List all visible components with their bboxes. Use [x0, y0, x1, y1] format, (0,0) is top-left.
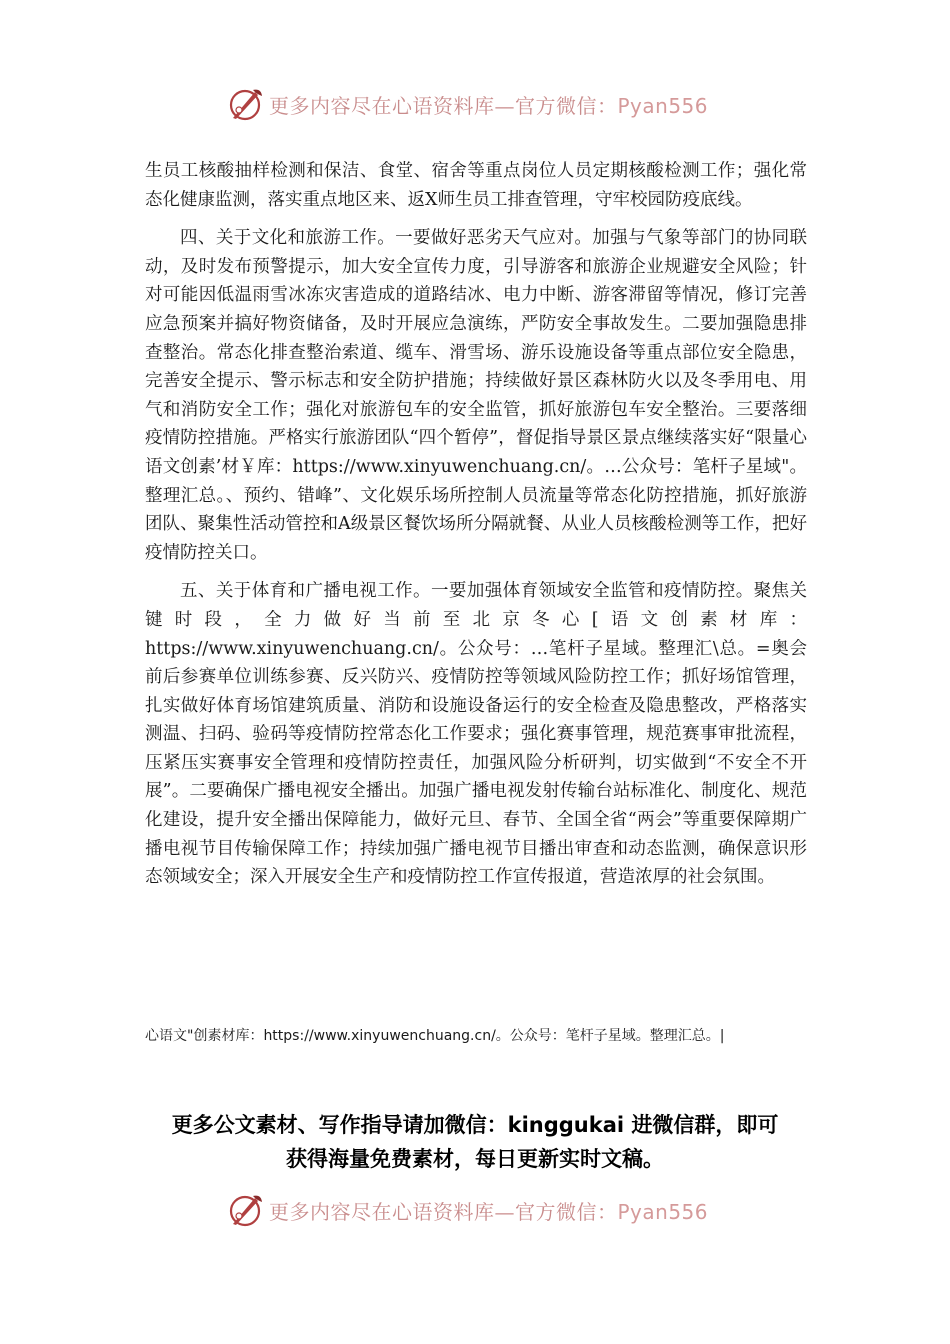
promo-line-1: 更多公文素材、写作指导请加微信：kinggukai 进微信群，即可: [171, 1113, 779, 1137]
source-note: 心语文"创素材库：https://www.xinyuwenchuang.cn/。公众号：笔杆子星域。整理汇总。|: [145, 1028, 725, 1044]
paragraph-sports-broadcasting: 五、关于体育和广播电视工作。一要加强体育领域安全监管和疫情防控。聚焦关键时段，全力做好当前至北京冬心[语文创素材库：https://www.xinyuwenchuang.cn/。公众号：…笔杆子星域。整理汇\总。=奥会前后参赛单位训练参赛、反兴防兴、疫情防控等领域风险防控工作；抓好场馆管理，扎实做好体育场馆建筑质量、消防和设施设备运行的安全检查及隐患整改，严格落实测温、扫码、验码等疫情防控常态化工作要求；强化赛事管理，规范赛事审批流程，压紧压实赛事安全管理和疫情防控责任，加强风险分析研判，切实做到“不安全不开展”。二要确保广播电视安全播出。加强广播电视发射传输台站标准化、制度化、规范化建设，提升安全播出保障能力，做好元旦、春节、全国全省“两会”等重要保障期广播电视节目传输保障工作；持续加强广播电视节目播出审查和动态监测，确保意识形态领域安全；深入开展安全生产和疫情防控工作宣传报道，营造浓厚的社会氛围。: [145, 581, 807, 888]
promo-line-2: 获得海量免费素材，每日更新实时文稿。: [286, 1147, 664, 1171]
paragraph-culture-tourism: 四、关于文化和旅游工作。一要做好恶劣天气应对。加强与气象等部门的协同联动，及时发布预警提示，加大安全宣传力度，引导游客和旅游企业规避安全风险；针对可能因低温雨雪冰冻灾害造成的道路结冰、电力中断、游客滞留等情况，修订完善应急预案并搞好物资储备，及时开展应急演练，严防安全事故发生。二要加强隐患排查整治。常态化排查整治索道、缆车、滑雪场、游乐设施设备等重点部位安全隐患，完善安全提示、警示标志和安全防护措施；持续做好景区森林防火以及冬季用电、用气和消防安全工作；强化对旅游包车的安全监管，抓好旅游包车安全整治。三要落细疫情防控措施。严格实行旅游团队“四个暂停”，督促指导景区景点继续落实好“限量心语文创素’材￥库：https://www.xinyuwenchuang.cn/。…公众号：笔杆子星域"。整理汇总。、预约、错峰”、文化娱乐场所控制人员流量等常态化防控措施，抓好旅游团队、聚集性活动管控和A级景区餐饮场所分隔就餐、从业人员核酸检测等工作，把好疫情防控关口。: [145, 228, 807, 563]
header-banner-text: 更多内容尽在心语资料库—官方微信：Pyan556: [269, 93, 709, 118]
header-banner: [225, 84, 708, 124]
footer-banner: [225, 1190, 708, 1230]
document-body: [145, 157, 807, 902]
footer-banner-text: 更多内容尽在心语资料库—官方微信：Pyan556: [269, 1199, 709, 1224]
quill-logo-icon: [225, 84, 265, 124]
quill-logo-icon: [225, 1190, 265, 1230]
promo-notice: [120, 1108, 830, 1176]
paragraph-school-continuation: 生员工核酸抽样检测和保洁、食堂、宿舍等重点岗位人员定期核酸检测工作；强化常态化健康监测，落实重点地区来、返X师生员工排查管理，守牢校园防疫底线。: [145, 161, 807, 210]
